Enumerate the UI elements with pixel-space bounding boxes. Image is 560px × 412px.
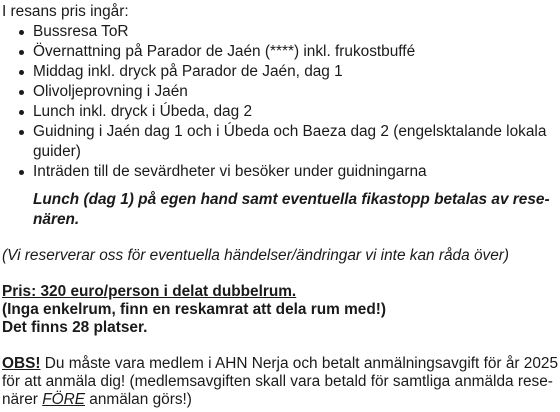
bullet-icon	[19, 50, 24, 55]
lunch-note-line-1: Lunch (dag 1) på egen hand samt eventuella fikastopp betalas av rese-	[33, 191, 550, 208]
no-single-rooms-note: (Inga enkelrum, finn en reskamrat att dela rum med!)	[2, 301, 387, 318]
seats-available: Det finns 28 platser.	[2, 319, 148, 336]
bullet-icon	[19, 30, 24, 35]
included-heading: I resans pris ingår:	[2, 3, 129, 20]
list-item: Olivoljeprovning i Jaén	[0, 82, 546, 102]
obs-label: OBS!	[2, 355, 41, 372]
notice-line-3: närer FÖRE anmälan görs!)	[2, 391, 192, 408]
fore-emphasis: FÖRE	[42, 391, 85, 408]
list-item: Bussresa ToR	[0, 22, 546, 42]
bullet-icon	[19, 130, 24, 135]
list-item: Lunch inkl. dryck i Úbeda, dag 2	[0, 102, 546, 122]
list-item: Middag inkl. dryck på Parador de Jaén, dag 1	[0, 62, 546, 82]
lunch-note-line-2: nären.	[33, 211, 80, 228]
reservation-note: (Vi reserverar oss för eventuella händelser/ändringar vi inte kan råda över)	[2, 247, 510, 264]
list-item: Övernattning på Parador de Jaén (****) inkl. frukostbuffé	[0, 42, 546, 62]
notice-line-1: OBS! Du måste vara medlem i AHN Nerja och betalt anmälningsavgift för år 2025	[2, 355, 559, 372]
bullet-icon	[19, 90, 24, 95]
included-list	[0, 22, 546, 182]
bullet-icon	[19, 70, 24, 75]
notice-line-2: för att anmäla dig! (medlemsavgiften skall vara betald för samtliga anmälda rese-	[2, 373, 553, 390]
bullet-icon	[19, 170, 24, 175]
list-item: Inträden till de sevärdheter vi besöker under guidningarna	[0, 162, 546, 182]
list-item: Guidning i Jaén dag 1 och i Úbeda och Baeza dag 2 (engelsktalande lokala guider)	[0, 122, 546, 162]
price-heading: Pris: 320 euro/person i delat dubbelrum.	[2, 283, 297, 300]
bullet-icon	[19, 110, 24, 115]
